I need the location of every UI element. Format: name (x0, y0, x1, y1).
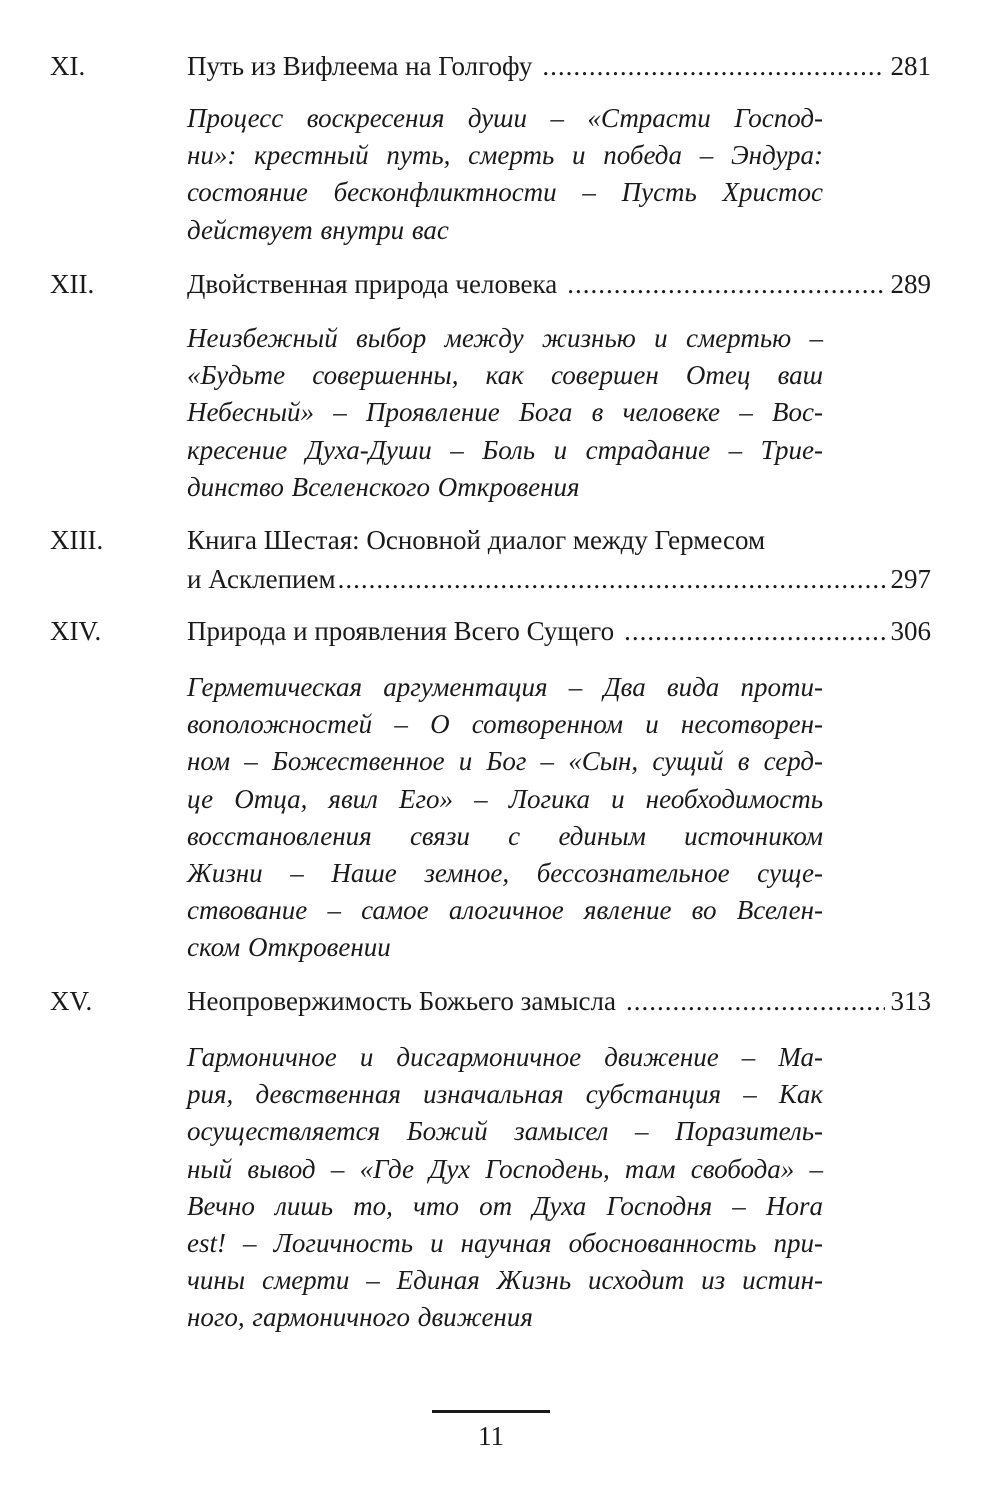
toc-page-xiv: 306 (890, 616, 931, 646)
summary-line: воположностей – О сотворенном и несотворен- (187, 709, 823, 740)
summary-line: ствование – самое алогичное явление во Вселен- (187, 895, 823, 926)
toc-summary-xii (187, 320, 823, 506)
toc-summary-xi (187, 100, 823, 249)
summary-line: восстановления связи с единым источником (187, 820, 823, 851)
summary-line: ном – Божественное и Бог – «Сын, сущий в серд- (187, 746, 823, 777)
toc-leader-dots (624, 613, 884, 649)
toc-numeral-xv: XV. (50, 986, 93, 1016)
summary-line: це Отца, явил Его» – Логика и необходимость (187, 783, 823, 814)
toc-numeral-xiii: XIII. (50, 525, 104, 555)
toc-numeral-xi: XI. (50, 51, 86, 81)
summary-line: «Будьте совершенны, как совершен Отец ваш (187, 360, 823, 391)
toc-summary-xv (187, 1039, 823, 1337)
toc-title-xi: Путь из Вифлеема на Голгофу (187, 51, 533, 81)
toc-page-xv: 313 (890, 986, 931, 1016)
toc-title-row-xv[interactable] (187, 983, 931, 1019)
toc-title-xiii-line2: и Асклепием (187, 564, 336, 594)
toc-leader-dots (542, 48, 884, 84)
summary-line: ском Откровении (187, 932, 391, 963)
toc-page-xi: 281 (890, 51, 931, 81)
toc-title-xv: Неопровержимость Божьего замысла (187, 986, 616, 1016)
summary-line: Неизбежный выбор между жизнью и смертью – (187, 323, 823, 353)
summary-line: Процесс воскресения души – «Страсти Господ- (187, 103, 823, 133)
toc-title-row-xii[interactable] (187, 266, 931, 302)
summary-line: состояние бесконфликтности – Пусть Христос (187, 177, 823, 208)
toc-title-row-xi[interactable] (187, 48, 931, 84)
toc-leader-dots (567, 266, 884, 302)
footer-rule (432, 1410, 550, 1413)
summary-line: Жизни – Наше земное, бессознательное суще- (187, 858, 823, 889)
summary-line: динство Вселенского Откровения (187, 471, 580, 502)
toc-title-row-xiii[interactable] (187, 561, 931, 597)
toc-page-xiii: 297 (890, 564, 931, 594)
summary-line: Герметическая аргументация – Два вида проти- (187, 672, 823, 702)
summary-line: рия, девственная изначальная субстанция – Как (187, 1079, 823, 1110)
toc-title-xiii-line1[interactable]: Книга Шестая: Основной диалог между Гермесом (187, 525, 766, 555)
summary-line: Вечно лишь то, что от Духа Господня – Hora (187, 1190, 823, 1221)
summary-line: ни»: крестный путь, смерть и победа – Эндура: (187, 140, 823, 171)
summary-line: Небесный» – Проявление Бога в человеке – Вос- (187, 397, 823, 428)
toc-page-xii: 289 (890, 269, 931, 299)
toc-leader-dots (626, 983, 885, 1019)
summary-line: Гармоничное и дисгармоничное движение – Ма- (187, 1042, 823, 1072)
summary-line: кресение Духа-Души – Боль и страдание – Трие- (187, 434, 823, 465)
toc-title-xiv: Природа и проявления Всего Сущего (187, 616, 615, 646)
toc-numeral-xiv: XIV. (50, 616, 102, 646)
toc-title-xii: Двойственная природа человека (187, 269, 558, 299)
summary-line: действует внутри вас (187, 214, 449, 245)
toc-numeral-xii: XII. (50, 269, 95, 299)
toc-title-row-xiv[interactable] (187, 613, 931, 649)
page-number: 11 (478, 1421, 504, 1451)
summary-line: чины смерти – Единая Жизнь исходит из истин- (187, 1265, 823, 1296)
toc-leader-dots (338, 561, 885, 597)
summary-line: ный вывод – «Где Дух Господень, там свобода» – (187, 1153, 823, 1184)
toc-summary-xiv (187, 669, 823, 967)
summary-line: ного, гармоничного движения (187, 1302, 533, 1333)
summary-line: осуществляется Божий замысел – Поразитель- (187, 1116, 823, 1147)
summary-line: est! – Логичность и научная обоснованность при- (187, 1228, 823, 1259)
